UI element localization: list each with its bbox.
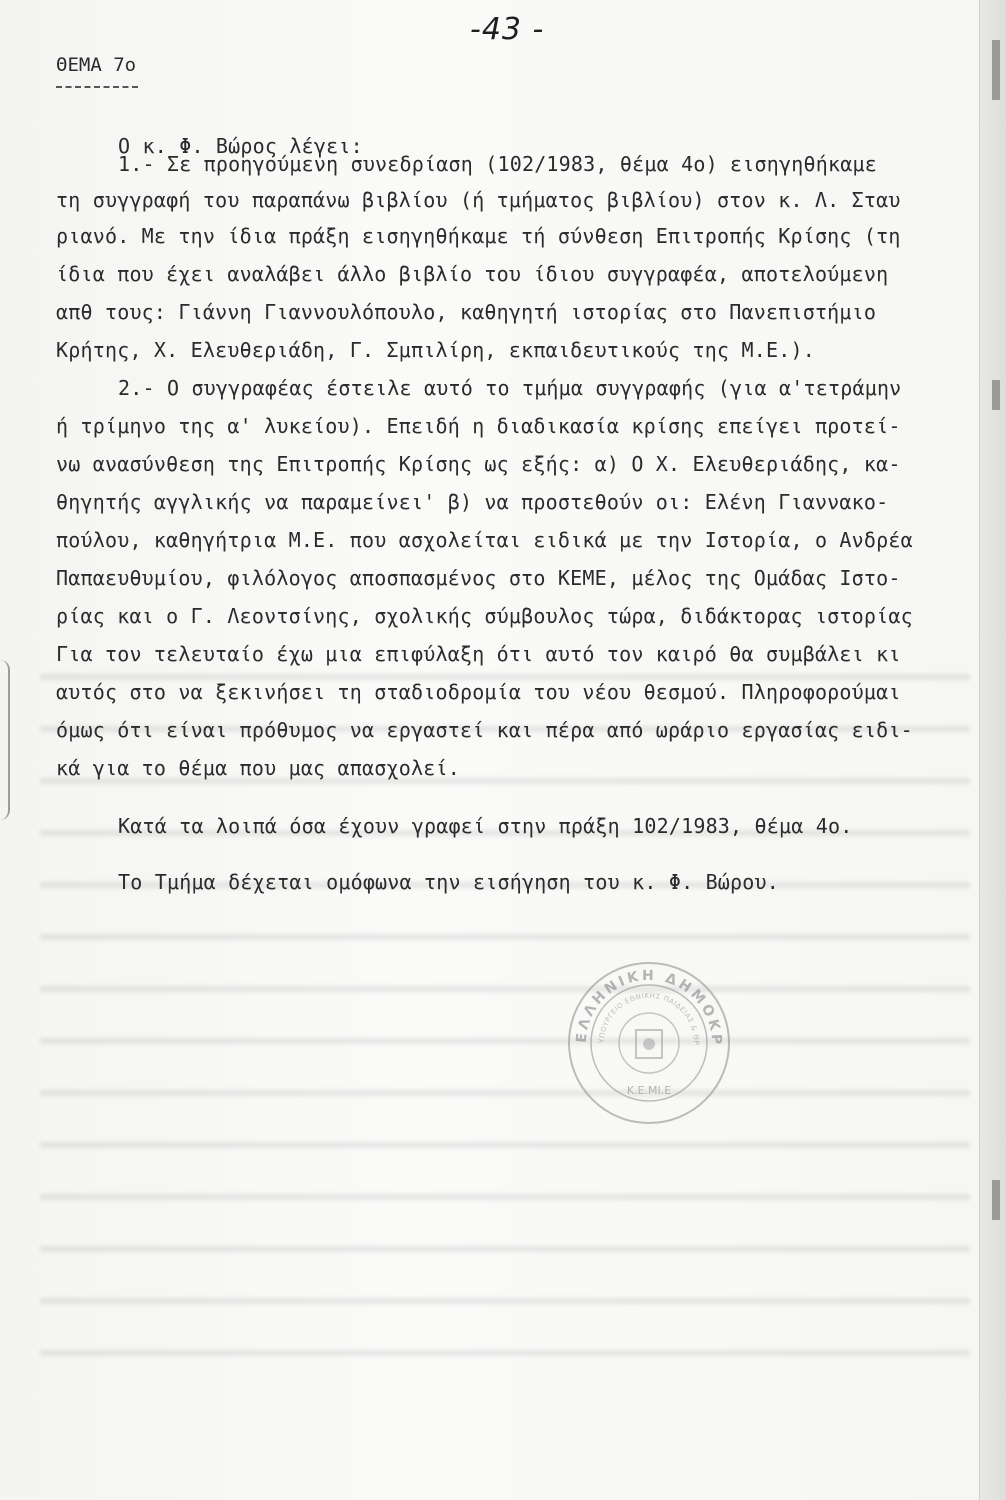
text-line: Κρήτης, Χ. Ελευθεριάδη, Γ. Σμπιλίρη, εκπαιδευτικούς της Μ.Ε.). (56, 338, 815, 362)
text-line: Ο κ. Φ. Βώρος λέγει: (118, 134, 363, 158)
text-line: Το Τμήμα δέχεται ομόφωνα την εισήγηση του κ. Φ. Βώρου. (118, 870, 780, 894)
text-line: ή τρίμηνο της α' λυκείου). Επειδή η διαδικασία κρίσης επείγει προτεί- (56, 414, 901, 438)
text-line: 1.- Σε προηγούμενη συνεδρίαση (102/1983, θέμα 4ο) εισηγηθήκαμε (118, 152, 877, 176)
stamp-inner-text: ΥΠΟΥΡΓΕΙΟ ΕΘΝΙΚΗΣ ΠΑΙΔΕΙΑΣ & ΘΡ (597, 991, 701, 1046)
svg-text:ΕΛΛΗΝΙΚΗ ΔΗΜΟΚΡΑΤΙΑ (566, 960, 724, 1048)
text-line: αυτός στο να ξεκινήσει τη σταδιοδρομία του νέου θεσμού. Πληροφορούμαι (56, 680, 901, 704)
stamp-outer-text: ΕΛΛΗΝΙΚΗ ΔΗΜΟΚΡ (573, 967, 725, 1048)
text-line: κά για το θέμα που μας απασχολεί. (56, 756, 460, 780)
text-line: ριανό. Με την ίδια πράξη εισηγηθήκαμε τή σύνθεση Επιτροπής Κρίσης (τη (56, 224, 901, 248)
text-line: απθ τους: Γιάννη Γιαννουλόπουλο, καθηγητή ιστορίας στο Πανεπιστήμιο (56, 300, 877, 324)
page-edge (979, 0, 1006, 1500)
stamp-bottom-text: Κ.Ε.ΜΙ.Ε (626, 1084, 672, 1097)
text-line: θηγητής αγγλικής να παραμείνει' β) να προστεθούν οι: Ελένη Γιαννακο- (56, 490, 889, 514)
text-line: Παπαευθυμίου, φιλόλογος αποσπασμένος στο ΚΕΜΕ, μέλος της Ομάδας Ιστο- (56, 566, 901, 590)
bleed-through-text (40, 640, 970, 1380)
text-line: Κατά τα λοιπά όσα έχουν γραφεί στην πράξη 102/1983, θέμα 4ο. (118, 814, 853, 838)
official-stamp (566, 960, 732, 1126)
text-line: πούλου, καθηγήτρια Μ.Ε. που ασχολείται ειδικά με την Ιστορία, ο Ανδρέα (56, 528, 913, 552)
text-line: νω ανασύνθεση της Επιτροπής Κρίσης ως εξής: α) Ο Χ. Ελευθεριάδης, κα- (56, 452, 901, 476)
text-line: Για τον τελευταίο έχω μια επιφύλαξη ότι αυτό τον καιρό θα συμβάλει κι (56, 642, 901, 666)
edge-mark (992, 1180, 1000, 1220)
page-number: -43 - (470, 12, 545, 47)
margin-bracket-mark (0, 660, 10, 820)
text-line: ρίας και ο Γ. Λεοντσίνης, σχολικής σύμβουλος τώρα, διδάκτορας ιστορίας (56, 604, 913, 628)
text-line: 2.- Ο συγγραφέας έστειλε αυτό το τμήμα συγγραφής (για α'τετράμην (118, 376, 902, 400)
heading-underline (56, 86, 138, 88)
stamp-seal-icon (566, 960, 732, 1126)
text-line: ίδια που έχει αναλάβει άλλο βιβλίο του ίδιου συγγραφέα, αποτελούμενη (56, 262, 889, 286)
edge-mark (992, 380, 1000, 410)
text-line: τη συγγραφή του παραπάνω βιβλίου (ή τμήματος βιβλίου) στον κ. Λ. Σταυ (56, 188, 901, 212)
edge-mark (992, 40, 1000, 100)
section-heading: ΘΕΜΑ 7ο (56, 54, 137, 76)
text-line: όμως ότι είναι πρόθυμος να εργαστεί και πέρα από ωράριο εργασίας ειδι- (56, 718, 913, 742)
